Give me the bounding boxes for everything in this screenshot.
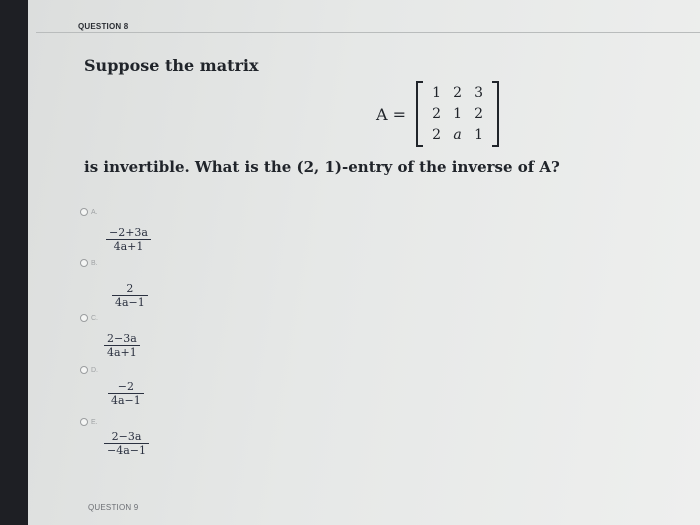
option-b-numerator: 2 — [126, 282, 134, 295]
option-letter-b: B. — [91, 259, 98, 267]
option-a-numerator: −2+3a — [109, 226, 148, 239]
matrix-display — [376, 80, 499, 148]
radio-button-a[interactable] — [80, 208, 88, 216]
next-question-label: QUESTION 9 — [88, 503, 139, 512]
option-b[interactable] — [80, 259, 98, 267]
option-d-numerator: −2 — [117, 380, 134, 393]
matrix-cell: 1 — [432, 84, 441, 101]
option-d[interactable] — [80, 366, 98, 374]
matrix-cell: 1 — [453, 105, 462, 122]
matrix-cell: 2 — [432, 126, 441, 143]
radio-button-b[interactable] — [80, 259, 88, 267]
matrix-grid — [423, 83, 492, 146]
option-c-numerator: 2−3a — [107, 332, 137, 345]
header-divider — [36, 32, 700, 33]
matrix-cell: 2 — [474, 105, 483, 122]
question-label: QUESTION 8 — [78, 22, 129, 31]
option-e-denominator: −4a−1 — [107, 444, 146, 457]
matrix-left-bracket — [416, 81, 423, 147]
option-e[interactable] — [80, 418, 98, 426]
option-e-numerator: 2−3a — [111, 430, 142, 443]
option-letter-a: A. — [91, 208, 98, 216]
option-a-denominator: 4a+1 — [113, 240, 144, 253]
option-e-fraction — [104, 430, 149, 457]
matrix-cell: 2 — [453, 84, 462, 101]
matrix-cell: a — [453, 126, 462, 143]
option-a-fraction — [106, 226, 151, 253]
radio-button-c[interactable] — [80, 314, 88, 322]
option-a[interactable] — [80, 208, 98, 216]
option-letter-e: E. — [91, 418, 98, 426]
matrix-cell: 3 — [474, 84, 483, 101]
matrix-lhs: A = — [376, 104, 407, 124]
option-b-denominator: 4a−1 — [115, 296, 145, 309]
option-c-fraction — [104, 332, 140, 359]
option-d-denominator: 4a−1 — [111, 394, 141, 407]
question-prompt-line-2: is invertible. What is the (2, 1)-entry of the inverse of A? — [84, 158, 560, 176]
radio-button-e[interactable] — [80, 418, 88, 426]
option-letter-c: C. — [91, 314, 98, 322]
matrix-right-bracket — [492, 81, 499, 147]
radio-button-d[interactable] — [80, 366, 88, 374]
option-b-fraction — [112, 282, 148, 309]
option-d-fraction — [108, 380, 144, 407]
option-c-denominator: 4a+1 — [107, 346, 137, 359]
matrix-cell: 2 — [432, 105, 441, 122]
option-letter-d: D. — [91, 366, 98, 374]
question-prompt-line-1: Suppose the matrix — [84, 56, 259, 75]
option-c[interactable] — [80, 314, 98, 322]
matrix-cell: 1 — [474, 126, 483, 143]
